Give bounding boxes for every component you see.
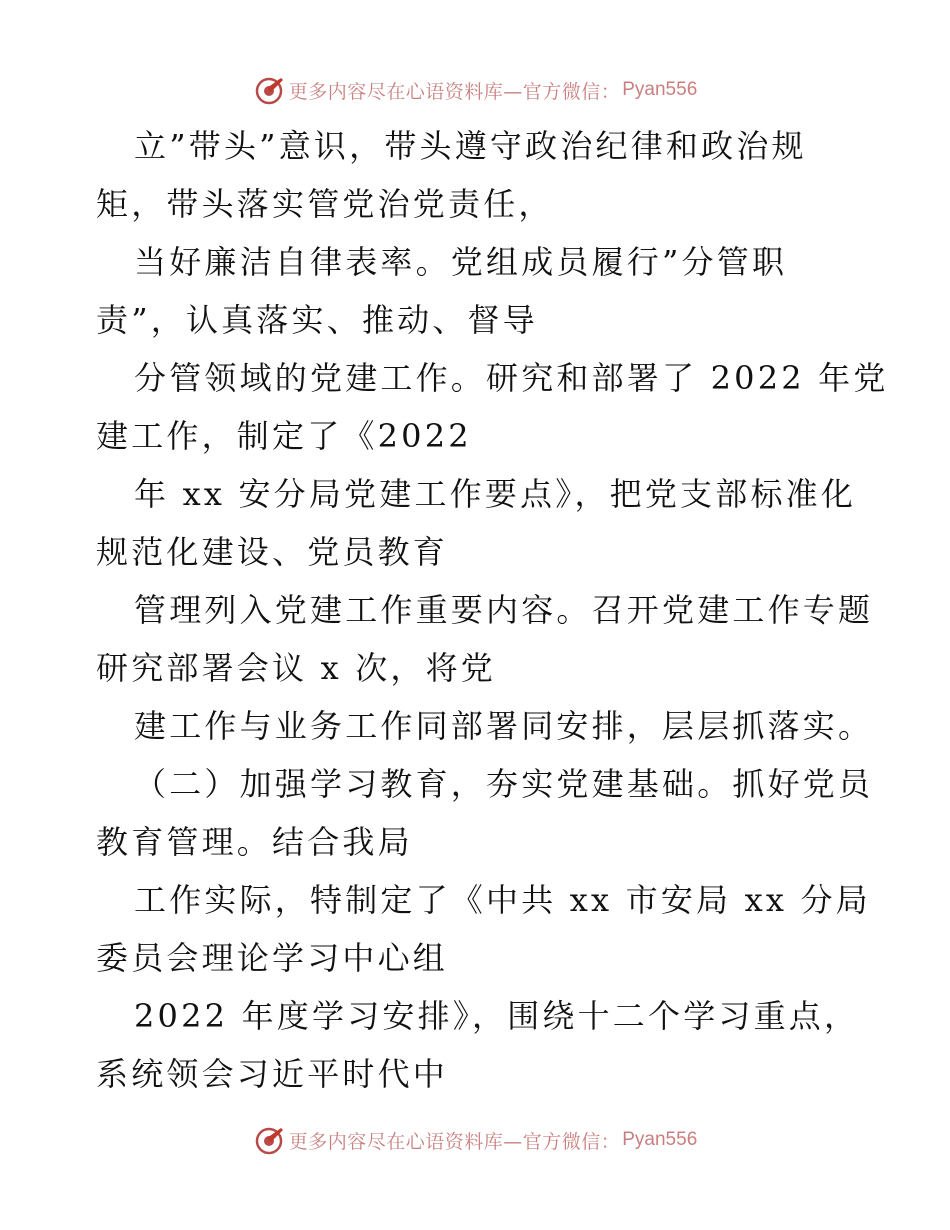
body-line: 分管领域的党建工作。研究和部署了 2022 年党 — [134, 359, 889, 397]
brand-logo-icon — [253, 74, 285, 106]
body-line: 责”，认真落实、推动、督导 — [96, 301, 538, 339]
brand-logo-icon — [253, 1124, 285, 1156]
body-line: 矩，带头落实管党治党责任， — [96, 185, 554, 223]
watermark-wechat-id: Pyan556 — [622, 79, 698, 100]
body-line: 建工作与业务工作同部署同安排，层层抓落实。 — [134, 707, 874, 745]
body-line: 2022 年度学习安排》，围绕十二个学习重点， — [134, 997, 860, 1035]
body-line: 立”带头”意识，带头遵守政治纪律和政治规 — [134, 127, 807, 165]
body-line: 建工作，制定了《2022 — [96, 417, 472, 455]
header-watermark — [0, 70, 950, 110]
body-line: 工作实际，特制定了《中共 xx 市安局 xx 分局 — [134, 881, 871, 919]
body-line: 教育管理。结合我局 — [96, 823, 413, 861]
body-line: 规范化建设、党员教育 — [96, 533, 449, 571]
body-line: 管理列入党建工作重要内容。召开党建工作专题 — [134, 591, 874, 629]
footer-watermark — [0, 1120, 950, 1160]
body-line: 委员会理论学习中心组 — [96, 939, 449, 977]
watermark-wechat-id: Pyan556 — [622, 1129, 698, 1150]
body-line: 年 xx 安分局党建工作要点》，把党支部标准化 — [134, 475, 857, 513]
body-line: 当好廉洁自律表率。党组成员履行”分管职 — [134, 243, 788, 281]
body-line: 系统领会习近平时代中 — [96, 1055, 449, 1093]
section-heading-line: （二）加强学习教育，夯实党建基础。抓好党员 — [134, 765, 874, 803]
watermark-text: 更多内容尽在心语资料库—官方微信： — [288, 1130, 621, 1153]
watermark-text: 更多内容尽在心语资料库—官方微信： — [288, 80, 621, 103]
body-line: 研究部署会议 x 次，将党 — [96, 649, 496, 687]
